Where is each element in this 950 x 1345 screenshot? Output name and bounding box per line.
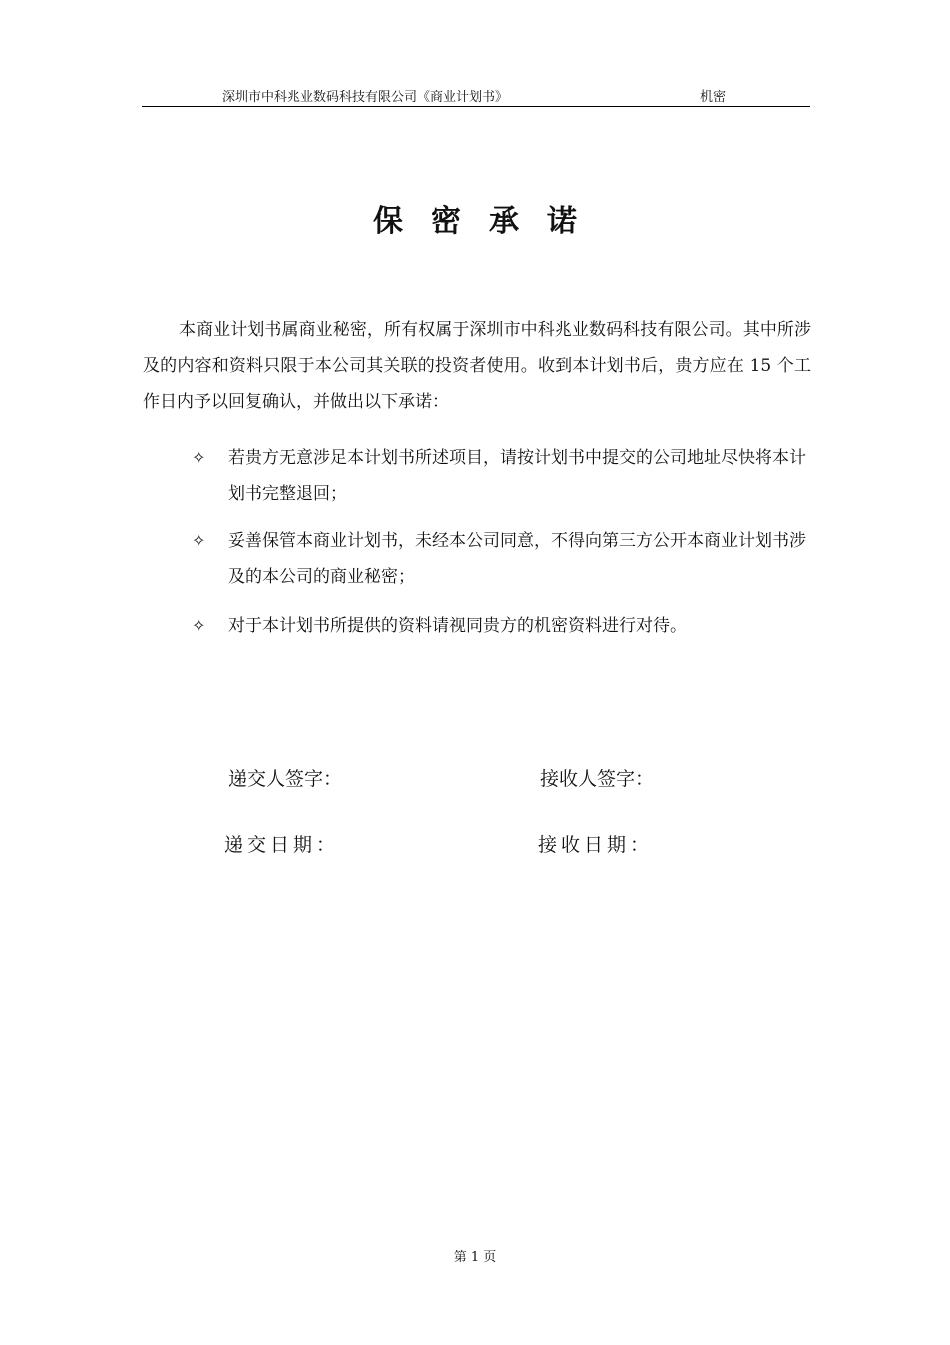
diamond-bullet-icon: ✧ bbox=[192, 448, 206, 467]
diamond-bullet-icon: ✧ bbox=[192, 531, 206, 550]
header-title: 深圳市中科兆业数码科技有限公司《商业计划书》 bbox=[222, 90, 509, 105]
page-number: 第 1 页 bbox=[453, 1250, 497, 1265]
confidential-label: 机密 bbox=[700, 90, 727, 105]
promise-text: 对于本计划书所提供的资料请视同贵方的机密资料进行对待。 bbox=[228, 616, 687, 636]
promise-item-1 bbox=[192, 440, 812, 512]
promise-item-3 bbox=[192, 608, 812, 644]
sender-signature-label: 递交人签字： bbox=[228, 768, 343, 790]
receiver-date-label: 接收日期： bbox=[538, 834, 654, 856]
sender-date-label: 递交日期： bbox=[224, 834, 340, 856]
promise-text: 若贵方无意涉足本计划书所述项目，请按计划书中提交的公司地址尽快将本计划书完整退回； bbox=[228, 448, 806, 504]
page-header bbox=[142, 84, 810, 107]
receiver-signature-label: 接收人签字： bbox=[540, 768, 655, 790]
promise-text: 妥善保管本商业计划书，未经本公司同意，不得向第三方公开本商业计划书涉及的本公司的商业秘密； bbox=[228, 531, 806, 587]
diamond-bullet-icon: ✧ bbox=[192, 616, 206, 635]
document-title: 保密承诺 bbox=[373, 204, 605, 239]
promise-item-2 bbox=[192, 523, 812, 595]
intro-paragraph: 本商业计划书属商业秘密，所有权属于深圳市中科兆业数码科技有限公司。其中所涉及的内容和资料只限于本公司其关联的投资者使用。收到本计划书后，贵方应在 15 个工作日内予以回复确认，并做出以下承诺： bbox=[143, 320, 811, 412]
